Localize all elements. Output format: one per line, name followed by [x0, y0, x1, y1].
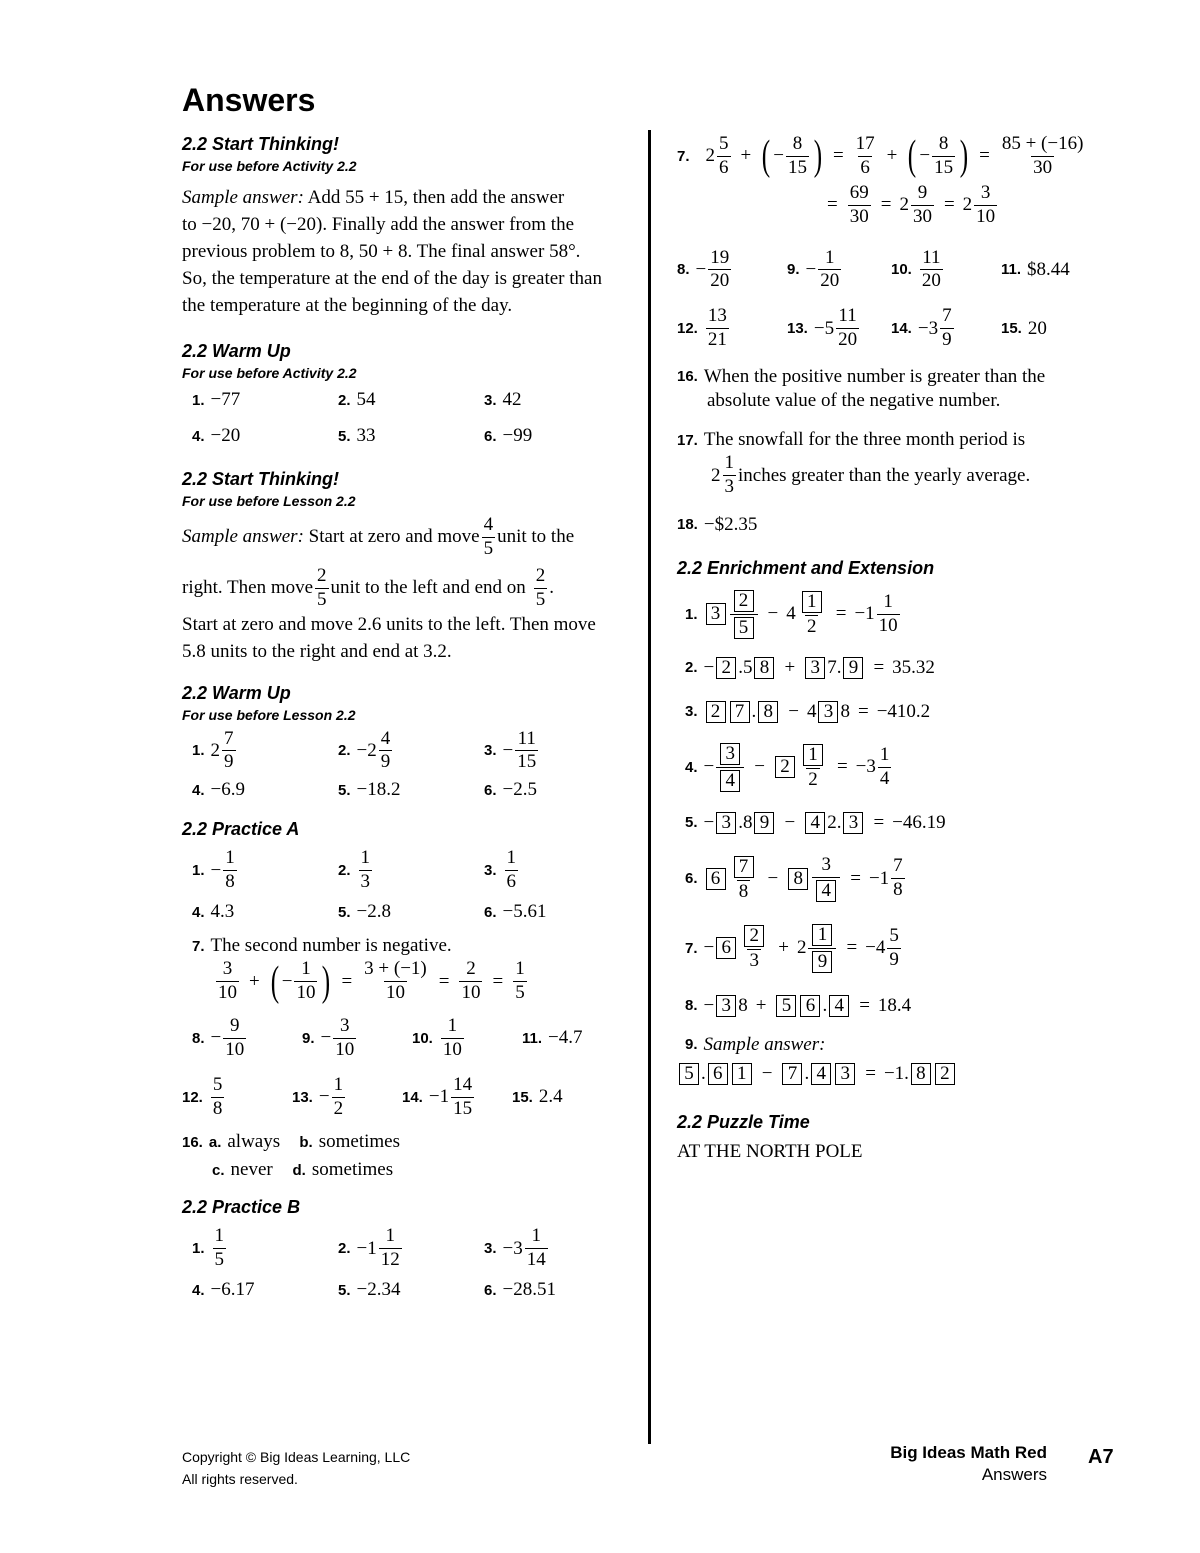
- question-number: 15.: [512, 1088, 533, 1106]
- answer-text: Add 55 + 15, then add the answer: [307, 187, 565, 208]
- question-number: 9.: [302, 1029, 315, 1047]
- answer-text: So, the temperature at the end of the day is greater than: [182, 268, 602, 289]
- sample-answer-label: Sample answer:: [703, 1033, 826, 1055]
- right-column: 7. 2 $\frac{5}{6}$ + ( − $\frac{8}{15}$ ) = $\frac{17}{6}$ + ( − $\frac{8}{15}$ ) = $\frac{85 + (-16)}{30}$ = $\frac{69}{30}$ = 2 $\frac{9}{30}$ = 2 $\frac{3}{10}$ 8. − $\frac{19}{20}$ 9. − $\frac{1}{20}$ 10. $\frac{11}{20}$ 11. $8.44 12. $\frac{13}{21}$ 13. −5 $\frac{11}{20}$ 14. −3 $\frac{7}{9}$ 15. 20 16. When the positive number is greater than the absolute value of the negative number. 17. The snowfall for the three month period is 2 $\frac{1}{3}$ inches greater than the yearly average. 18. −$2.35 2.2 Enrichment and Extension 1. 3 $\frac{2}{5}$ − 4 $\frac{1}{2}$ = −1 $\frac{1}{10}$ 2. − 2 .5 8 + 3 7. 9 = 35.32 3. 2 7 . 8 − 4 3 8 = −410.2 4. − $\frac{3}{4}$ − 2 $\frac{1}{2}$ = −3 $\frac{1}{4}$ 5. − 3 .8 9 − 4 2. 3 = −46.19 6. 6 $\frac{7}{8}$ − 8 $\frac{3}{4}$ = −1 $\frac{7}{8}$ 7. − 6 $\frac{2}{3}$ + 2 $\frac{1}{9}$ = −4 $\frac{5}{9}$ 8. − 3 8 + 5 6 . 4 = 18.4 9. Sample answer: 5 . 6 1 − 7 . 4 3 = −1. 8 2 2.2 Puzzle Time AT THE NORTH POLE: [677, 134, 1127, 1163]
- question-number: 3.: [484, 1240, 497, 1258]
- section-heading: 2.2 Practice B: [182, 1197, 301, 1218]
- question-number: 4.: [192, 1281, 205, 1299]
- footer-book: [890, 1442, 1047, 1486]
- section-subheading: For use before Lesson 2.2: [182, 706, 356, 723]
- question-number: 5.: [338, 427, 351, 445]
- answer-text: Start at zero and move 2.6 units to the left. Then move: [182, 613, 596, 635]
- answer-value: 33: [356, 425, 376, 446]
- book-title: Big Ideas Math Red: [890, 1443, 1047, 1462]
- question-number: 2.: [685, 659, 698, 677]
- answer-text: The second number is negative.: [210, 935, 452, 957]
- column-divider: [648, 130, 651, 1444]
- question-number: 2.: [338, 391, 351, 409]
- question-number: 4.: [685, 758, 698, 776]
- answer-text: Start at zero and move: [308, 526, 480, 548]
- warm-up-lesson: 2.2 Warm Up For use before Lesson 2.2 1. 2 $\frac{7}{9}$ 2. −2 $\frac{4}{9}$ 3. − $\frac{11}{15}$ 4. −6.9 5. −18.2 6. −2.5: [182, 683, 632, 802]
- question-number: 11.: [522, 1029, 543, 1047]
- question-number: 1.: [192, 391, 205, 409]
- answer-text: unit to the left and end on: [330, 577, 526, 599]
- section-heading: 2.2 Start Thinking!: [182, 134, 340, 154]
- section-heading: 2.2 Enrichment and Extension: [677, 557, 935, 578]
- question-number: 18.: [677, 516, 698, 534]
- question-number: 5.: [338, 1281, 351, 1299]
- equation: 7. 2 $\frac{5}{6}$ + ( − $\frac{8}{15}$ ) = $\frac{17}{6}$ + ( − $\frac{8}{15}$ ) = $\frac{85 + (-16)}{30}$: [677, 133, 1084, 180]
- question-number: 17.: [677, 431, 698, 449]
- answer-box: 3: [706, 603, 726, 625]
- question-number: 3.: [484, 742, 497, 760]
- answer-value: −99: [502, 425, 533, 446]
- equation: $\frac{3}{10}$ + ( − $\frac{1}{10}$ ) = $\frac{3 + (-1)}{10}$ = $\frac{2}{10}$ = $\frac{1}{5}$: [218, 958, 525, 1005]
- equation: = $\frac{69}{30}$ = 2 $\frac{9}{30}$ = 2 $\frac{3}{10}$: [827, 181, 996, 227]
- practice-a: 2.2 Practice A 1. − $\frac{1}{8}$ 2. $\frac{1}{3}$ 3. $\frac{1}{6}$ 4. 4.3 5. −2.8 6. −5.61 7. The second number is negative. $\frac{3}{10}$ + ( − $\frac{1}{10}$ ) = $\frac{3 + (-1)}{10}$ = $\frac{2}{10}$ = $\frac{1}{5}$ 8. − $\frac{9}{10}$ 9. − $\frac{3}{10}$ 10. $\frac{1}{10}$ 11. −4.7 12. $\frac{5}{8}$ 13. − $\frac{1}{2}$ 14. −1 $\frac{14}{15}$ 15. 2.4 16. a. always b. sometimes c. never d. sometimes: [182, 819, 632, 1181]
- question-number: 4.: [192, 903, 205, 921]
- question-number: 5.: [685, 814, 698, 832]
- rights-text: All rights reserved.: [182, 1471, 298, 1487]
- section-heading: 2.2 Warm Up: [182, 341, 291, 361]
- answer-18: 18. −$2.35: [677, 513, 758, 535]
- question-number: 6.: [484, 427, 497, 445]
- warm-up-activity: [182, 341, 632, 447]
- start-thinking-activity: [182, 134, 632, 319]
- question-number: 7.: [685, 939, 698, 957]
- copyright-text: Copyright © Big Ideas Learning, LLC: [182, 1449, 411, 1465]
- answer-17: 17. The snowfall for the three month period is 2 $\frac{1}{3}$ inches greater than the yearly average.: [677, 429, 1031, 498]
- question-number: 14.: [402, 1088, 423, 1106]
- section-heading: 2.2 Practice A: [182, 819, 300, 840]
- section-heading: 2.2 Start Thinking!: [182, 469, 340, 489]
- question-number: 2.: [338, 862, 351, 880]
- question-number: 8.: [192, 1029, 205, 1047]
- section-subheading: For use before Activity 2.2: [182, 158, 357, 174]
- question-number: 8.: [685, 997, 698, 1015]
- question-number: 16.: [677, 368, 698, 386]
- answer-text: unit to the: [497, 526, 575, 548]
- question-number: 11.: [1001, 261, 1022, 279]
- question-number: 1.: [685, 605, 698, 623]
- question-number: 12.: [182, 1088, 203, 1106]
- answer-text: previous problem to 8, 50 + 8. The final answer 58°.: [182, 241, 581, 262]
- answer-value: 54: [356, 389, 376, 410]
- fraction: $\frac{4}{5}$: [483, 514, 494, 559]
- practice-b: 2.2 Practice B 1. $\frac{1}{5}$ 2. −1 $\frac{1}{12}$ 3. −3 $\frac{1}{14}$ 4. −6.17 5. −2.34 6. −28.51: [182, 1197, 632, 1301]
- question-number: 7.: [677, 147, 690, 165]
- answer-text: to −20, 70 + (−20). Finally add the answer from the: [182, 214, 575, 235]
- answer-value: −20: [210, 425, 241, 446]
- question-number: 6.: [685, 870, 698, 888]
- enrichment-extension: 2.2 Enrichment and Extension 1. 3 $\frac{2}{5}$ − 4 $\frac{1}{2}$ = −1 $\frac{1}{10}$ 2. − 2 .5 8 + 3 7. 9 = 35.32 3. 2 7 . 8 − 4 3 8 = −410.2 4. − $\frac{3}{4}$ − 2 $\frac{1}{2}$ = −3 $\frac{1}{4}$ 5. − 3 .8 9 − 4 2. 3 = −46.19 6. 6 $\frac{7}{8}$ − 8 $\frac{3}{4}$ = −1 $\frac{7}{8}$ 7. − 6 $\frac{2}{3}$ + 2 $\frac{1}{9}$ = −4 $\frac{5}{9}$ 8. − 3 8 + 5 6 . 4 = 18.4 9. Sample answer: 5 . 6 1 − 7 . 4 3 = −1. 8 2: [677, 558, 1127, 1086]
- question-number: 12.: [677, 320, 698, 338]
- question-number: 5.: [338, 903, 351, 921]
- answer-text: 5.8 units to the right and end at 3.2.: [182, 640, 452, 662]
- section-subheading: For use before Activity 2.2: [182, 365, 357, 381]
- question-number: 7.: [192, 937, 205, 955]
- question-number: 2.: [338, 1240, 351, 1258]
- left-column: [182, 134, 632, 1301]
- answer-value: −77: [210, 389, 241, 410]
- sample-answer-label: Sample answer:: [182, 526, 304, 548]
- page-number: A7: [1088, 1446, 1114, 1468]
- question-number: 10.: [412, 1029, 433, 1047]
- question-number: 1.: [192, 742, 205, 760]
- start-thinking-lesson: 2.2 Start Thinking! For use before Lesson 2.2 Sample answer: Start at zero and move $\frac{4}{5}$ unit to the right. Then move $\frac{2}{5}$ unit to the left and end on $\frac{2}{5}$ . Start at zero and move 2.6 units to the left. Then move 5.8 units to the right and end at 3.2.: [182, 469, 632, 665]
- question-number: 6.: [484, 1281, 497, 1299]
- question-number: 15.: [1001, 320, 1022, 338]
- answer-value: 42: [502, 389, 522, 410]
- question-number: 16.: [182, 1133, 203, 1151]
- page-title: Answers: [182, 82, 316, 118]
- sample-answer-label: Sample answer:: [182, 187, 304, 208]
- question-number: 3.: [484, 391, 497, 409]
- question-number: 4.: [192, 781, 205, 799]
- question-number: 14.: [891, 320, 912, 338]
- puzzle-time: [677, 1112, 1127, 1163]
- answer-text: right. Then move: [182, 577, 314, 599]
- question-number: 3.: [685, 703, 698, 721]
- answer-text: the temperature at the beginning of the day.: [182, 295, 513, 316]
- question-number: 6.: [484, 781, 497, 799]
- puzzle-answer: AT THE NORTH POLE: [677, 1140, 863, 1162]
- footer-copyright: [182, 1446, 410, 1490]
- question-number: 13.: [787, 320, 808, 338]
- book-section: Answers: [981, 1465, 1047, 1484]
- question-number: 8.: [677, 261, 690, 279]
- question-number: 2.: [338, 742, 351, 760]
- question-number: 6.: [484, 903, 497, 921]
- fraction: $\frac{2}{5}$: [535, 564, 546, 610]
- section-subheading: For use before Lesson 2.2: [182, 493, 356, 509]
- fraction: $\frac{2}{5}$: [317, 564, 327, 610]
- section-heading: 2.2 Warm Up: [182, 682, 291, 703]
- section-heading: 2.2 Puzzle Time: [677, 1111, 810, 1132]
- question-number: 13.: [292, 1088, 313, 1106]
- question-number: 5.: [338, 781, 351, 799]
- question-number: 1.: [192, 1240, 205, 1258]
- question-number: 10.: [891, 261, 912, 279]
- question-number: 4.: [192, 427, 205, 445]
- question-number: 9.: [685, 1036, 698, 1054]
- answer-16: 16. When the positive number is greater than the absolute value of the negative number.: [677, 366, 1046, 412]
- question-number: 9.: [787, 261, 800, 279]
- question-number: 1.: [192, 862, 205, 880]
- question-number: 3.: [484, 862, 497, 880]
